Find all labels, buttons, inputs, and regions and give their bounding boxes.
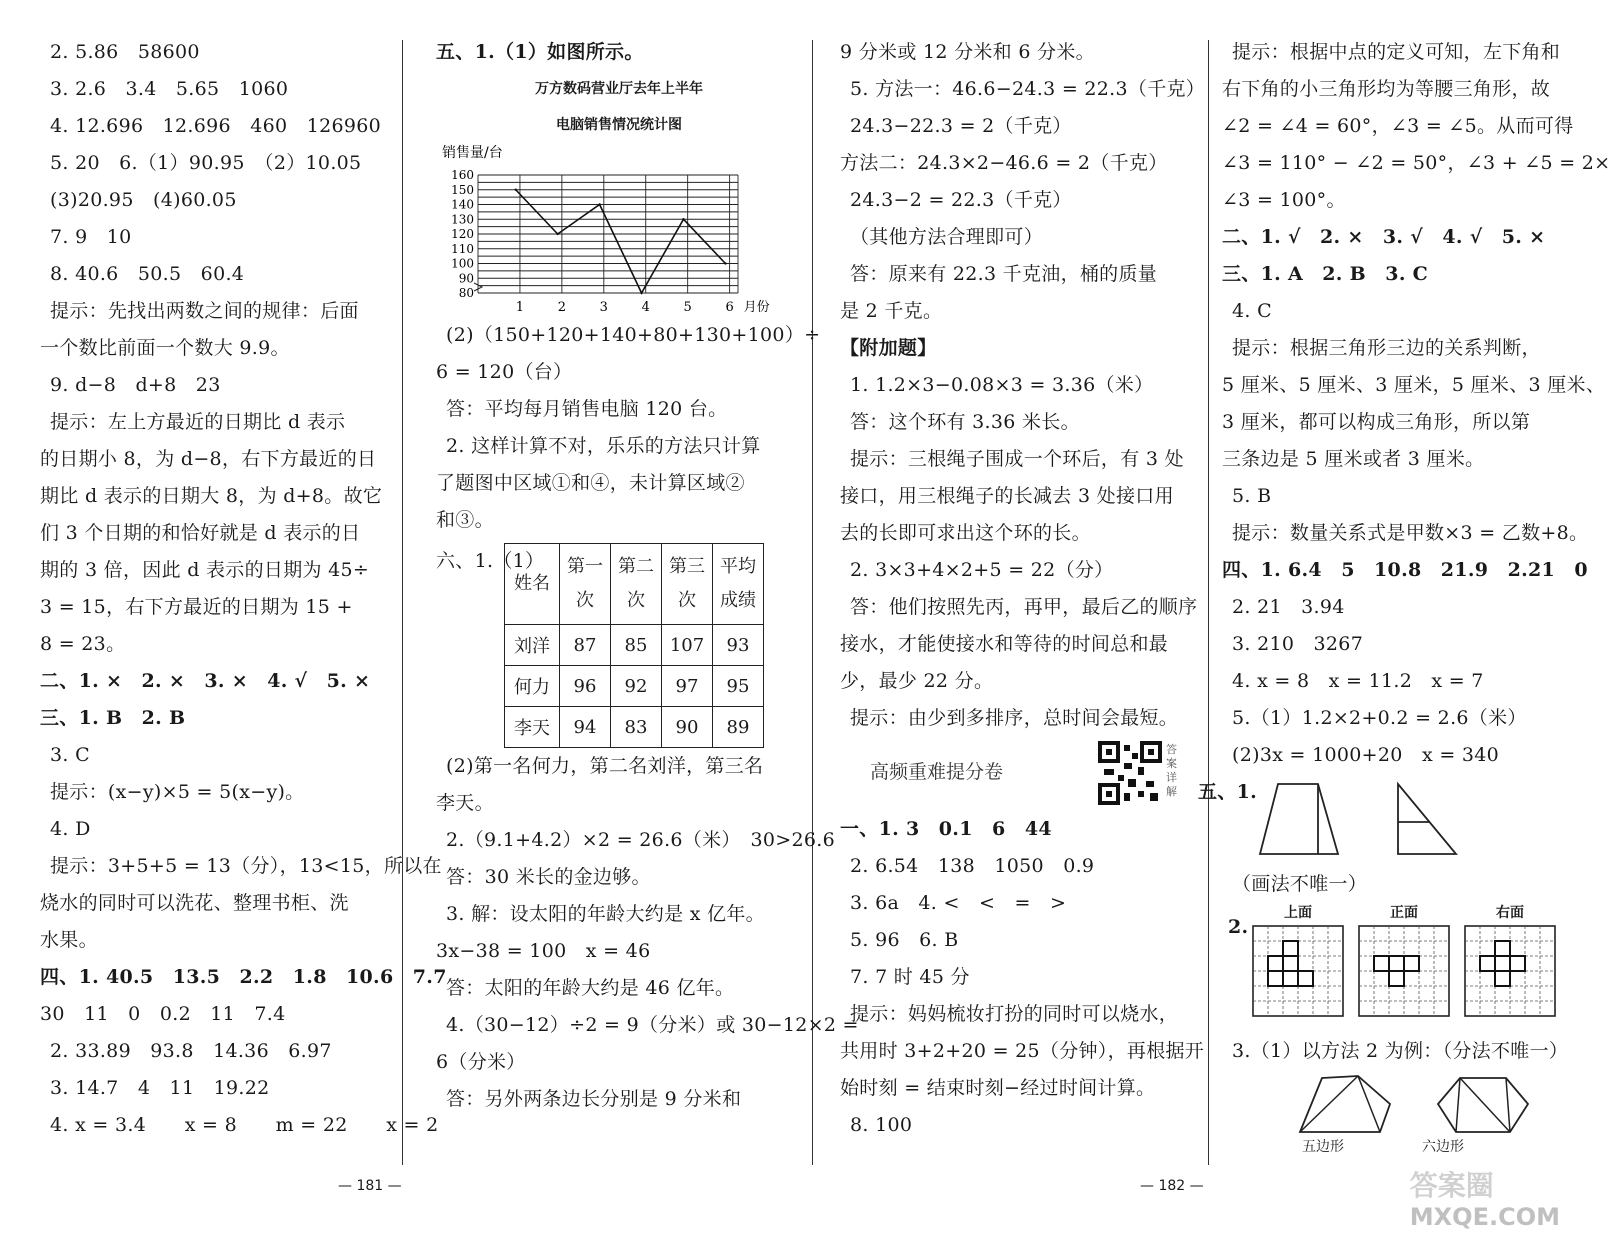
table-cell: 107 (662, 625, 713, 666)
text-line: 期的 3 倍，因此 d 表示的日期为 45÷ (40, 559, 370, 581)
table-row (505, 707, 764, 748)
text-line: ∠2 = ∠4 = 60°，∠3 = ∠5。从而可得 (1222, 115, 1574, 137)
table-header-text: 成绩 (720, 590, 756, 611)
text-line: 始时刻 = 结束时刻−经过时间计算。 (840, 1077, 1156, 1099)
table-header (560, 544, 611, 625)
col2-middle-text (436, 317, 821, 539)
text-line: 接水，才能使接水和等待的时间总和最 (840, 633, 1169, 655)
text-line: 提示：(x−y)×5 = 5(x−y)。 (50, 781, 305, 803)
chart-ytick: 130 (451, 212, 474, 227)
chart-xtick: 6 (725, 300, 734, 315)
table-cell: 95 (713, 666, 764, 707)
text-line: 30 11 0 0.2 11 7.4 (40, 1003, 286, 1025)
text-line: ∠3 = 110° − ∠2 = 50°，∠3 + ∠5 = 2× (1222, 152, 1610, 174)
table-row (505, 625, 764, 666)
chart-ylabel: 销售量/台 (442, 145, 503, 161)
text-line: 2. 33.89 93.8 14.36 6.97 (50, 1040, 332, 1062)
text-line: 四、1. 6.4 5 10.8 21.9 2.21 0 (1222, 559, 1588, 581)
watermark-logo: 答案圈 MXQE.COM (1409, 1169, 1560, 1231)
text-line: 的日期小 8，为 d−8，右下方最近的日 (40, 448, 377, 470)
text-line: 5. 20 6.（1）90.95 （2）10.05 (50, 152, 362, 174)
q6-label: 六、1.（1） (436, 550, 545, 572)
view-2 (1462, 903, 1558, 1023)
col3-bottom-text (840, 811, 1205, 1144)
column-divider (812, 40, 813, 1165)
text-line: 8. 40.6 50.5 60.4 (50, 263, 245, 285)
table-cell: 83 (611, 707, 662, 748)
chart-ytick: 100 (451, 256, 474, 271)
text-line: 李天。 (436, 792, 494, 814)
q5-heading-col4: 五、1. (1198, 781, 1258, 803)
chart-point (598, 203, 600, 205)
column-divider (1208, 40, 1209, 1165)
text-line: (3)20.95 (4)60.05 (50, 189, 237, 211)
text-line: 和③。 (436, 509, 494, 531)
col2-bottom-text (436, 748, 859, 1118)
table-header (662, 544, 713, 625)
three-views (1222, 903, 1592, 1033)
chart-ytick: 110 (451, 241, 474, 256)
trapezoid-drawings (1258, 782, 1478, 862)
text-line: 提示：先找出两数之间的规律：后面 (50, 300, 359, 322)
page-number-left: — 181 — (338, 1178, 402, 1194)
text-line: 共用时 3+2+20 = 25（分钟），再根据开 (840, 1040, 1205, 1062)
table-header-text: 次 (627, 590, 645, 611)
view-square (1510, 956, 1525, 971)
text-line: 答：另外两条边长分别是 9 分米和 (446, 1088, 742, 1110)
sales-line-chart (436, 71, 802, 317)
view-square (1283, 971, 1298, 986)
text-line: 24.3−22.3 = 2（千克） (850, 115, 1072, 137)
chart-ytick: 140 (451, 197, 474, 212)
page-number-right: — 182 — (1140, 1178, 1204, 1194)
text-line: 5. 96 6. B (850, 929, 959, 951)
column-2 (436, 34, 859, 1164)
view-grid (1250, 923, 1346, 1019)
view-square (1298, 971, 1313, 986)
chart-svg (436, 143, 802, 313)
chart-xtick: 2 (557, 300, 567, 315)
text-line: 三、1. A 2. B 3. C (1222, 263, 1429, 285)
text-line: 4. 12.696 12.696 460 126960 (50, 115, 382, 137)
table-header (713, 544, 764, 625)
hexagon (1438, 1078, 1528, 1132)
chart-ytick: 90 (458, 271, 474, 286)
table-cell: 李天 (505, 707, 560, 748)
table-cell: 93 (713, 625, 764, 666)
view-1 (1356, 903, 1452, 1023)
trapezoid-1 (1260, 784, 1338, 854)
score-table-block (436, 543, 802, 748)
text-line: 四、1. 40.5 13.5 2.2 1.8 10.6 7.7 (40, 966, 447, 988)
text-line: 6 = 120（台） (436, 361, 573, 383)
text-line: 答：他们按照先丙，再甲，最后乙的顺序 (850, 596, 1198, 618)
table-cell: 89 (713, 707, 764, 748)
column-4 (1198, 34, 1610, 1164)
text-line: 了题图中区域①和④，未计算区域② (436, 472, 745, 494)
col4-top-text (1222, 34, 1610, 774)
triangle-2 (1398, 784, 1456, 854)
chart-point (515, 189, 517, 191)
table-header-text: 次 (678, 590, 696, 611)
text-line: (2)第一名何力，第二名刘洋，第三名 (446, 755, 764, 777)
column-1 (40, 34, 447, 1164)
text-line: 5. 方法一：46.6−24.3 = 22.3（千克） (850, 78, 1206, 100)
chart-ytick: 150 (451, 182, 474, 197)
text-line: 三、1. B 2. B (40, 707, 186, 729)
chart-subtitle: 电脑销售情况统计图 (556, 117, 682, 133)
table-cell: 96 (560, 666, 611, 707)
text-line: 提示：数量关系式是甲数×3 = 乙数+8。 (1232, 522, 1589, 544)
column-divider (402, 40, 403, 1165)
text-line: 提示：三根绳子围成一个环后，有 3 处 (850, 448, 1184, 470)
chart-point (682, 218, 684, 220)
text-line: 3. 6a 4. < < = > (850, 892, 1067, 914)
table-cell: 85 (611, 625, 662, 666)
text-line: 8. 100 (850, 1114, 913, 1136)
text-line: 3. 解：设太阳的年龄大约是 x 亿年。 (446, 903, 765, 925)
text-line: 方法二：24.3×2−46.6 = 2（千克） (840, 152, 1168, 174)
table-cell: 刘洋 (505, 625, 560, 666)
text-line: （其他方法合理即可） (850, 226, 1044, 248)
qr-caption: 答案详解 (1166, 743, 1177, 798)
text-line: 3. 2.6 3.4 5.65 1060 (50, 78, 289, 100)
view-square (1495, 941, 1510, 956)
text-line: 4. D (50, 818, 91, 840)
text-line: 们 3 个日期的和恰好就是 d 表示的日 (40, 522, 361, 544)
table-row (505, 666, 764, 707)
text-line: 2. 这样计算不对，乐乐的方法只计算 (446, 435, 761, 457)
text-line: 7. 9 10 (50, 226, 132, 248)
view-square (1495, 956, 1510, 971)
qr-code-icon (1098, 741, 1162, 805)
text-line: 答：平均每月销售电脑 120 台。 (446, 398, 728, 420)
view-square (1495, 971, 1510, 986)
views-row (1250, 903, 1558, 1023)
text-line: 3 = 15，右下方最近的日期为 15 + (40, 596, 353, 618)
text-line: 4. x = 8 x = 11.2 x = 7 (1232, 670, 1484, 692)
text-line: 接口，用三根绳子的长减去 3 处接口用 (840, 485, 1174, 507)
view-square (1268, 971, 1283, 986)
q3-heading: 3.（1）以方法 2 为例：（分法不唯一） (1232, 1040, 1569, 1062)
view-square (1389, 956, 1404, 971)
text-line: 4. C (1232, 300, 1272, 322)
text-line: 5. B (1232, 485, 1272, 507)
table-cell: 90 (662, 707, 713, 748)
view-0 (1250, 903, 1346, 1023)
text-line: 提示：根据中点的定义可知，左下角和 (1232, 41, 1561, 63)
text-line: 去的长即可求出这个环的长。 (840, 522, 1091, 544)
text-line: 3. 210 3267 (1232, 633, 1364, 655)
chart-ytick: 160 (451, 168, 474, 182)
trapezoid-figures (1198, 774, 1592, 866)
chart-xtick: 1 (515, 300, 525, 315)
text-line: 提示：根据三角形三边的关系判断， (1232, 337, 1541, 359)
table-cell: 何力 (505, 666, 560, 707)
section-title: 高频重难提分卷 (870, 761, 1004, 783)
text-line: (2)3x = 1000+20 x = 340 (1232, 744, 1500, 766)
table-header (611, 544, 662, 625)
text-line: 少，最少 22 分。 (840, 670, 994, 692)
text-line: 答：原来有 22.3 千克油，桶的质量 (850, 263, 1158, 285)
chart-xtick: 4 (641, 300, 650, 315)
table-cell: 94 (560, 707, 611, 748)
view-grid (1356, 923, 1452, 1019)
text-line: 烧水的同时可以洗花、整理书柜、洗 (40, 892, 349, 914)
text-line: 期比 d 表示的日期大 8，为 d+8。故它 (40, 485, 383, 507)
table-header-text: 第三 (669, 556, 705, 577)
table-cell: 92 (611, 666, 662, 707)
text-line: 提示：由少到多排序，总时间会最短。 (850, 707, 1179, 729)
table-header-text: 第一 (567, 556, 603, 577)
text-line: 2. 3×3+4×2+5 = 22（分） (850, 559, 1114, 581)
text-line: 一、1. 3 0.1 6 44 (840, 818, 1052, 840)
chart-xtick: 5 (683, 300, 692, 315)
text-line: 24.3−2 = 22.3（千克） (850, 189, 1072, 211)
text-line: 3. 14.7 4 11 19.22 (50, 1077, 270, 1099)
text-line: 提示：3+5+5 = 13（分），13<15，所以在 (50, 855, 442, 877)
text-line: 二、1. √ 2. × 3. √ 4. √ 5. × (1222, 226, 1546, 248)
text-line: ∠3 = 100°。 (1222, 189, 1346, 211)
text-line: 4. x = 3.4 x = 8 m = 22 x = 2 (50, 1114, 439, 1136)
pentagon-label: 五边形 (1302, 1139, 1344, 1155)
view-square (1283, 956, 1298, 971)
score-table (504, 543, 764, 748)
text-line: 1. 1.2×3−0.08×3 = 3.36（米） (850, 374, 1154, 396)
view-square (1283, 941, 1298, 956)
chart-xlabel: 月份 (743, 300, 770, 315)
text-line: 二、1. × 2. × 3. × 4. √ 5. × (40, 670, 371, 692)
chart-point (556, 233, 558, 235)
text-line: 一个数比前面一个数大 9.9。 (40, 337, 290, 359)
text-line: 3x−38 = 100 x = 46 (436, 940, 651, 962)
text-line: 4.（30−12）÷2 = 9（分米）或 30−12×2 = (446, 1014, 859, 1036)
table-header-text: 次 (576, 590, 594, 611)
hexagon-label: 六边形 (1422, 1139, 1464, 1155)
text-line: 8 = 23。 (40, 633, 126, 655)
view-square (1268, 956, 1283, 971)
polygon-figures (1222, 1070, 1592, 1160)
text-line: 3 厘米，都可以构成三角形，所以第 (1222, 411, 1531, 433)
chart-point (640, 292, 642, 294)
text-line: 右下角的小三角形均为等腰三角形，故 (1222, 78, 1551, 100)
text-line: 5 厘米、5 厘米、3 厘米，5 厘米、3 厘米、 (1222, 374, 1606, 396)
view-square (1480, 956, 1495, 971)
table-header-text: 第二 (618, 556, 654, 577)
text-line: 【附加题】 (840, 337, 937, 359)
col3-top-text (840, 34, 1206, 737)
table-cell: 87 (560, 625, 611, 666)
text-line: 9. d−8 d+8 23 (50, 374, 221, 396)
text-line: 9 分米或 12 分米和 6 分米。 (840, 41, 1095, 63)
text-line: 三条边是 5 厘米或者 3 厘米。 (1222, 448, 1485, 470)
text-line: 提示：妈妈梳妆打扮的同时可以烧水， (850, 1003, 1179, 1025)
text-line: 6（分米） (436, 1051, 526, 1073)
view-square (1389, 971, 1404, 986)
text-line: 2. 21 3.94 (1232, 596, 1345, 618)
table-cell: 97 (662, 666, 713, 707)
chart-title: 万方数码营业厅去年上半年 (535, 81, 703, 97)
text-line: 2. 6.54 138 1050 0.9 (850, 855, 1095, 877)
chart-point (724, 262, 726, 264)
text-line: 水果。 (40, 929, 98, 951)
chart-ytick: 80 (458, 286, 474, 300)
text-line: (2)（150+120+140+80+130+100）÷ (446, 324, 821, 346)
view-square (1374, 956, 1389, 971)
column-3 (840, 34, 1206, 1164)
text-line: 2.（9.1+4.2）×2 = 26.6（米） 30>26.6 (446, 829, 835, 851)
chart-xtick: 3 (599, 300, 608, 315)
chart-ytick: 120 (451, 227, 474, 241)
views-label: 2. (1228, 916, 1249, 938)
section-header (840, 737, 1200, 811)
text-line: 答：30 米长的金边够。 (446, 866, 651, 888)
text-line: 答：太阳的年龄大约是 46 亿年。 (446, 977, 735, 999)
table-header (505, 544, 560, 625)
text-line: 提示：左上方最近的日期比 d 表示 (50, 411, 346, 433)
q5-heading: 五、1.（1）如图所示。 (436, 41, 644, 63)
text-line: 5.（1）1.2×2+0.2 = 2.6（米） (1232, 707, 1527, 729)
text-line: 2. 5.86 58600 (50, 41, 200, 63)
text-line: 答：这个环有 3.36 米长。 (850, 411, 1080, 433)
view-square (1404, 956, 1419, 971)
drawing-note: （画法不唯一） (1232, 873, 1368, 895)
text-line: 是 2 千克。 (840, 300, 943, 322)
text-line: 7. 7 时 45 分 (850, 966, 970, 988)
view-label: 正面 (1390, 905, 1418, 921)
view-label: 右面 (1496, 905, 1524, 921)
text-line: 3. C (50, 744, 90, 766)
view-label: 上面 (1284, 905, 1312, 921)
polygon-drawings (1292, 1074, 1542, 1140)
table-header-text: 姓名 (514, 573, 550, 594)
table-header-text: 平均 (720, 556, 756, 577)
view-grid (1462, 923, 1558, 1019)
